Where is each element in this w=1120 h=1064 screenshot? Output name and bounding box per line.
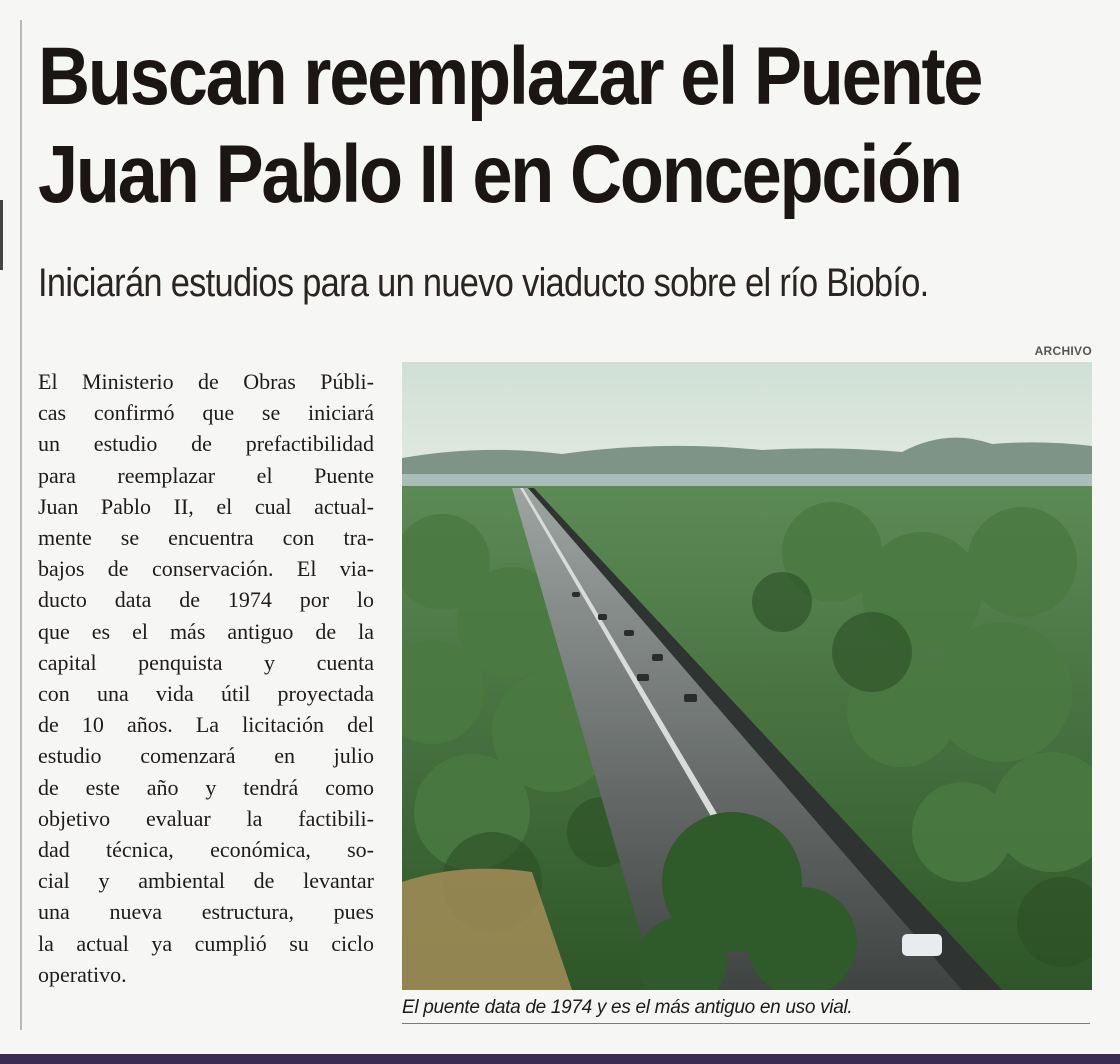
photo-credit: ARCHIVO [1034, 344, 1092, 358]
body-line: un estudio de prefactibilidad [38, 431, 374, 457]
body-line: mente se encuentra con tra- [38, 525, 374, 551]
body-line: cial y ambiental de levantar [38, 868, 374, 894]
body-line: ducto data de 1974 por lo [38, 587, 374, 613]
body-line: la actual ya cumplió su ciclo [38, 930, 374, 956]
body-line: El Ministerio de Obras Públi- [38, 369, 374, 394]
caption-divider [402, 1023, 1090, 1024]
headline-line-2: Juan Pablo II en Concepción [38, 129, 961, 220]
body-line: Juan Pablo II, el cual actual- [38, 493, 374, 519]
section-bottom-bar [0, 1054, 1120, 1064]
body-line: para reemplazar el Puente [38, 462, 374, 488]
body-line: objetivo evaluar la factibili- [38, 805, 374, 831]
body-line: estudio comenzará en julio [38, 743, 374, 769]
headline-line-1: Buscan reemplazar el Puente [38, 31, 982, 122]
body-line: cas confirmó que se iniciará [38, 400, 374, 426]
body-line: de este año y tendrá como [38, 774, 374, 800]
body-line: con una vida útil proyectada [38, 681, 374, 707]
bridge-aerial-photo [402, 362, 1092, 990]
body-line: capital penquista y cuenta [38, 649, 374, 675]
page-edge-mark [0, 200, 3, 270]
body-line: una nueva estructura, pues [38, 899, 374, 925]
headline [38, 28, 980, 224]
body-line: de 10 años. La licitación del [38, 712, 374, 738]
body-line: que es el más antiguo de la [38, 618, 374, 644]
subheadline: Iniciarán estudios para un nuevo viaducto sobre el río Biobío. [38, 261, 929, 305]
article-body [38, 366, 374, 990]
body-line: operativo. [38, 961, 127, 987]
body-line: bajos de conservación. El via- [38, 556, 374, 582]
photo-caption: El puente data de 1974 y es el más antiguo en uso vial. [402, 997, 853, 1018]
body-line: dad técnica, económica, so- [38, 837, 374, 863]
column-rule [20, 20, 22, 1030]
